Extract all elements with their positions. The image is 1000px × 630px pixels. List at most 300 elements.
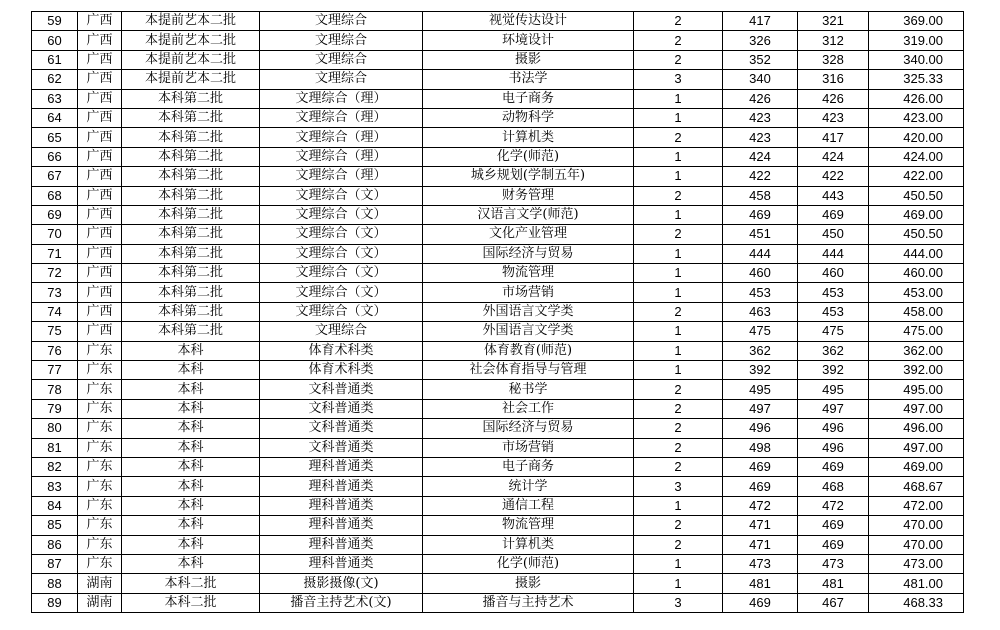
count-cell: 2 xyxy=(634,399,723,418)
avg-score-cell: 392.00 xyxy=(869,361,964,380)
min-score-cell: 450 xyxy=(798,225,869,244)
max-score-cell: 475 xyxy=(723,322,798,341)
avg-score-cell: 469.00 xyxy=(869,457,964,476)
row-number-cell: 61 xyxy=(32,50,78,69)
max-score-cell: 423 xyxy=(723,108,798,127)
province-cell: 广西 xyxy=(78,264,122,283)
avg-score-cell: 362.00 xyxy=(869,341,964,360)
avg-score-cell: 340.00 xyxy=(869,50,964,69)
row-number-cell: 84 xyxy=(32,496,78,515)
category-cell: 理科普通类 xyxy=(260,457,423,476)
table-row xyxy=(32,322,964,341)
min-score-cell: 362 xyxy=(798,341,869,360)
row-number-cell: 75 xyxy=(32,322,78,341)
province-cell: 广东 xyxy=(78,554,122,573)
min-score-cell: 453 xyxy=(798,283,869,302)
batch-cell: 本科第二批 xyxy=(122,205,260,224)
row-number-cell: 77 xyxy=(32,361,78,380)
category-cell: 文科普通类 xyxy=(260,419,423,438)
major-cell: 汉语言文学(师范) xyxy=(423,205,634,224)
category-cell: 摄影摄像(文) xyxy=(260,574,423,593)
min-score-cell: 469 xyxy=(798,205,869,224)
max-score-cell: 453 xyxy=(723,283,798,302)
batch-cell: 本提前艺本二批 xyxy=(122,12,260,31)
province-cell: 广西 xyxy=(78,302,122,321)
category-cell: 文理综合（文） xyxy=(260,225,423,244)
min-score-cell: 422 xyxy=(798,167,869,186)
min-score-cell: 469 xyxy=(798,535,869,554)
avg-score-cell: 423.00 xyxy=(869,108,964,127)
avg-score-cell: 481.00 xyxy=(869,574,964,593)
batch-cell: 本科 xyxy=(122,535,260,554)
row-number-cell: 87 xyxy=(32,554,78,573)
major-cell: 体育教育(师范) xyxy=(423,341,634,360)
batch-cell: 本科第二批 xyxy=(122,283,260,302)
province-cell: 广东 xyxy=(78,457,122,476)
max-score-cell: 472 xyxy=(723,496,798,515)
batch-cell: 本提前艺本二批 xyxy=(122,70,260,89)
count-cell: 2 xyxy=(634,31,723,50)
batch-cell: 本科第二批 xyxy=(122,186,260,205)
count-cell: 3 xyxy=(634,593,723,612)
min-score-cell: 469 xyxy=(798,516,869,535)
table-row xyxy=(32,341,964,360)
major-cell: 秘书学 xyxy=(423,380,634,399)
province-cell: 湖南 xyxy=(78,574,122,593)
province-cell: 广西 xyxy=(78,244,122,263)
province-cell: 广西 xyxy=(78,12,122,31)
batch-cell: 本提前艺本二批 xyxy=(122,50,260,69)
count-cell: 1 xyxy=(634,108,723,127)
major-cell: 市场营销 xyxy=(423,283,634,302)
max-score-cell: 417 xyxy=(723,12,798,31)
max-score-cell: 424 xyxy=(723,147,798,166)
row-number-cell: 74 xyxy=(32,302,78,321)
table-row xyxy=(32,399,964,418)
admission-scores-table xyxy=(31,11,964,613)
row-number-cell: 78 xyxy=(32,380,78,399)
min-score-cell: 392 xyxy=(798,361,869,380)
avg-score-cell: 470.00 xyxy=(869,535,964,554)
category-cell: 文理综合（理） xyxy=(260,167,423,186)
table-row xyxy=(32,50,964,69)
avg-score-cell: 473.00 xyxy=(869,554,964,573)
batch-cell: 本科 xyxy=(122,399,260,418)
row-number-cell: 86 xyxy=(32,535,78,554)
min-score-cell: 444 xyxy=(798,244,869,263)
category-cell: 文理综合 xyxy=(260,31,423,50)
major-cell: 财务管理 xyxy=(423,186,634,205)
province-cell: 广西 xyxy=(78,283,122,302)
table-row xyxy=(32,516,964,535)
avg-score-cell: 458.00 xyxy=(869,302,964,321)
major-cell: 社会工作 xyxy=(423,399,634,418)
batch-cell: 本科第二批 xyxy=(122,302,260,321)
province-cell: 广西 xyxy=(78,167,122,186)
row-number-cell: 67 xyxy=(32,167,78,186)
row-number-cell: 62 xyxy=(32,70,78,89)
max-score-cell: 326 xyxy=(723,31,798,50)
max-score-cell: 498 xyxy=(723,438,798,457)
row-number-cell: 89 xyxy=(32,593,78,612)
count-cell: 1 xyxy=(634,264,723,283)
min-score-cell: 467 xyxy=(798,593,869,612)
major-cell: 动物科学 xyxy=(423,108,634,127)
min-score-cell: 497 xyxy=(798,399,869,418)
table-row xyxy=(32,12,964,31)
row-number-cell: 71 xyxy=(32,244,78,263)
max-score-cell: 495 xyxy=(723,380,798,399)
avg-score-cell: 495.00 xyxy=(869,380,964,399)
province-cell: 广西 xyxy=(78,186,122,205)
major-cell: 播音与主持艺术 xyxy=(423,593,634,612)
table-row xyxy=(32,70,964,89)
row-number-cell: 60 xyxy=(32,31,78,50)
row-number-cell: 65 xyxy=(32,128,78,147)
avg-score-cell: 450.50 xyxy=(869,225,964,244)
province-cell: 广西 xyxy=(78,205,122,224)
major-cell: 摄影 xyxy=(423,574,634,593)
province-cell: 广西 xyxy=(78,70,122,89)
count-cell: 1 xyxy=(634,361,723,380)
avg-score-cell: 325.33 xyxy=(869,70,964,89)
row-number-cell: 83 xyxy=(32,477,78,496)
row-number-cell: 69 xyxy=(32,205,78,224)
batch-cell: 本科二批 xyxy=(122,574,260,593)
count-cell: 2 xyxy=(634,50,723,69)
province-cell: 广西 xyxy=(78,225,122,244)
count-cell: 1 xyxy=(634,147,723,166)
max-score-cell: 458 xyxy=(723,186,798,205)
avg-score-cell: 497.00 xyxy=(869,399,964,418)
avg-score-cell: 444.00 xyxy=(869,244,964,263)
table-row xyxy=(32,89,964,108)
row-number-cell: 64 xyxy=(32,108,78,127)
row-number-cell: 82 xyxy=(32,457,78,476)
avg-score-cell: 497.00 xyxy=(869,438,964,457)
category-cell: 文理综合（文） xyxy=(260,205,423,224)
min-score-cell: 443 xyxy=(798,186,869,205)
count-cell: 2 xyxy=(634,419,723,438)
table-row xyxy=(32,438,964,457)
batch-cell: 本科 xyxy=(122,554,260,573)
batch-cell: 本科 xyxy=(122,516,260,535)
category-cell: 体育术科类 xyxy=(260,341,423,360)
major-cell: 计算机类 xyxy=(423,535,634,554)
min-score-cell: 417 xyxy=(798,128,869,147)
category-cell: 文理综合（文） xyxy=(260,186,423,205)
province-cell: 广东 xyxy=(78,516,122,535)
table-row xyxy=(32,593,964,612)
major-cell: 化学(师范) xyxy=(423,554,634,573)
major-cell: 视觉传达设计 xyxy=(423,12,634,31)
category-cell: 体育术科类 xyxy=(260,361,423,380)
table-row xyxy=(32,535,964,554)
avg-score-cell: 472.00 xyxy=(869,496,964,515)
row-number-cell: 85 xyxy=(32,516,78,535)
batch-cell: 本科 xyxy=(122,496,260,515)
table-row xyxy=(32,457,964,476)
row-number-cell: 66 xyxy=(32,147,78,166)
batch-cell: 本科 xyxy=(122,380,260,399)
count-cell: 2 xyxy=(634,535,723,554)
count-cell: 1 xyxy=(634,341,723,360)
major-cell: 摄影 xyxy=(423,50,634,69)
count-cell: 2 xyxy=(634,186,723,205)
max-score-cell: 392 xyxy=(723,361,798,380)
max-score-cell: 340 xyxy=(723,70,798,89)
category-cell: 理科普通类 xyxy=(260,535,423,554)
row-number-cell: 80 xyxy=(32,419,78,438)
major-cell: 电子商务 xyxy=(423,457,634,476)
table-row xyxy=(32,167,964,186)
max-score-cell: 362 xyxy=(723,341,798,360)
category-cell: 文理综合 xyxy=(260,70,423,89)
min-score-cell: 316 xyxy=(798,70,869,89)
batch-cell: 本科第二批 xyxy=(122,322,260,341)
category-cell: 理科普通类 xyxy=(260,554,423,573)
count-cell: 2 xyxy=(634,457,723,476)
major-cell: 外国语言文学类 xyxy=(423,322,634,341)
row-number-cell: 72 xyxy=(32,264,78,283)
avg-score-cell: 470.00 xyxy=(869,516,964,535)
avg-score-cell: 475.00 xyxy=(869,322,964,341)
max-score-cell: 352 xyxy=(723,50,798,69)
max-score-cell: 469 xyxy=(723,477,798,496)
min-score-cell: 321 xyxy=(798,12,869,31)
count-cell: 1 xyxy=(634,244,723,263)
category-cell: 文理综合（文） xyxy=(260,283,423,302)
major-cell: 环境设计 xyxy=(423,31,634,50)
row-number-cell: 63 xyxy=(32,89,78,108)
category-cell: 理科普通类 xyxy=(260,516,423,535)
max-score-cell: 496 xyxy=(723,419,798,438)
avg-score-cell: 453.00 xyxy=(869,283,964,302)
table-row xyxy=(32,574,964,593)
count-cell: 2 xyxy=(634,225,723,244)
min-score-cell: 468 xyxy=(798,477,869,496)
batch-cell: 本科第二批 xyxy=(122,108,260,127)
min-score-cell: 453 xyxy=(798,302,869,321)
avg-score-cell: 319.00 xyxy=(869,31,964,50)
province-cell: 广西 xyxy=(78,147,122,166)
major-cell: 通信工程 xyxy=(423,496,634,515)
max-score-cell: 471 xyxy=(723,516,798,535)
row-number-cell: 81 xyxy=(32,438,78,457)
row-number-cell: 59 xyxy=(32,12,78,31)
major-cell: 统计学 xyxy=(423,477,634,496)
count-cell: 2 xyxy=(634,516,723,535)
province-cell: 广东 xyxy=(78,496,122,515)
category-cell: 文科普通类 xyxy=(260,438,423,457)
batch-cell: 本科第二批 xyxy=(122,167,260,186)
category-cell: 文理综合（理） xyxy=(260,108,423,127)
province-cell: 广东 xyxy=(78,399,122,418)
max-score-cell: 426 xyxy=(723,89,798,108)
major-cell: 物流管理 xyxy=(423,264,634,283)
avg-score-cell: 468.33 xyxy=(869,593,964,612)
category-cell: 文理综合（理） xyxy=(260,89,423,108)
batch-cell: 本科 xyxy=(122,477,260,496)
max-score-cell: 469 xyxy=(723,593,798,612)
batch-cell: 本科 xyxy=(122,457,260,476)
count-cell: 2 xyxy=(634,438,723,457)
count-cell: 3 xyxy=(634,70,723,89)
min-score-cell: 426 xyxy=(798,89,869,108)
max-score-cell: 473 xyxy=(723,554,798,573)
min-score-cell: 423 xyxy=(798,108,869,127)
table-row xyxy=(32,302,964,321)
major-cell: 社会体育指导与管理 xyxy=(423,361,634,380)
table-row xyxy=(32,264,964,283)
category-cell: 文理综合（理） xyxy=(260,128,423,147)
max-score-cell: 469 xyxy=(723,457,798,476)
count-cell: 1 xyxy=(634,205,723,224)
major-cell: 物流管理 xyxy=(423,516,634,535)
province-cell: 广西 xyxy=(78,31,122,50)
major-cell: 国际经济与贸易 xyxy=(423,244,634,263)
province-cell: 广西 xyxy=(78,89,122,108)
category-cell: 播音主持艺术(文) xyxy=(260,593,423,612)
province-cell: 广东 xyxy=(78,341,122,360)
max-score-cell: 471 xyxy=(723,535,798,554)
count-cell: 1 xyxy=(634,283,723,302)
count-cell: 2 xyxy=(634,12,723,31)
count-cell: 1 xyxy=(634,322,723,341)
count-cell: 1 xyxy=(634,89,723,108)
province-cell: 广东 xyxy=(78,361,122,380)
max-score-cell: 423 xyxy=(723,128,798,147)
table-row xyxy=(32,147,964,166)
major-cell: 文化产业管理 xyxy=(423,225,634,244)
major-cell: 计算机类 xyxy=(423,128,634,147)
table-row xyxy=(32,283,964,302)
category-cell: 文理综合 xyxy=(260,50,423,69)
row-number-cell: 70 xyxy=(32,225,78,244)
min-score-cell: 424 xyxy=(798,147,869,166)
min-score-cell: 460 xyxy=(798,264,869,283)
count-cell: 1 xyxy=(634,554,723,573)
max-score-cell: 444 xyxy=(723,244,798,263)
batch-cell: 本科 xyxy=(122,341,260,360)
table-row xyxy=(32,361,964,380)
province-cell: 广东 xyxy=(78,438,122,457)
batch-cell: 本科第二批 xyxy=(122,147,260,166)
major-cell: 国际经济与贸易 xyxy=(423,419,634,438)
table-body xyxy=(32,12,964,613)
major-cell: 市场营销 xyxy=(423,438,634,457)
batch-cell: 本科 xyxy=(122,419,260,438)
category-cell: 文科普通类 xyxy=(260,399,423,418)
avg-score-cell: 450.50 xyxy=(869,186,964,205)
category-cell: 文理综合 xyxy=(260,322,423,341)
category-cell: 文科普通类 xyxy=(260,380,423,399)
min-score-cell: 473 xyxy=(798,554,869,573)
table-row xyxy=(32,225,964,244)
table-row xyxy=(32,186,964,205)
max-score-cell: 451 xyxy=(723,225,798,244)
table-row xyxy=(32,108,964,127)
min-score-cell: 475 xyxy=(798,322,869,341)
table-row xyxy=(32,128,964,147)
min-score-cell: 472 xyxy=(798,496,869,515)
major-cell: 书法学 xyxy=(423,70,634,89)
category-cell: 文理综合（理） xyxy=(260,147,423,166)
avg-score-cell: 496.00 xyxy=(869,419,964,438)
category-cell: 文理综合（文） xyxy=(260,264,423,283)
major-cell: 化学(师范) xyxy=(423,147,634,166)
major-cell: 外国语言文学类 xyxy=(423,302,634,321)
table-row xyxy=(32,31,964,50)
min-score-cell: 328 xyxy=(798,50,869,69)
province-cell: 湖南 xyxy=(78,593,122,612)
province-cell: 广东 xyxy=(78,380,122,399)
category-cell: 理科普通类 xyxy=(260,477,423,496)
province-cell: 广东 xyxy=(78,477,122,496)
batch-cell: 本科第二批 xyxy=(122,225,260,244)
row-number-cell: 88 xyxy=(32,574,78,593)
max-score-cell: 422 xyxy=(723,167,798,186)
table-row xyxy=(32,205,964,224)
batch-cell: 本科第二批 xyxy=(122,128,260,147)
category-cell: 文理综合 xyxy=(260,12,423,31)
count-cell: 1 xyxy=(634,167,723,186)
table-row xyxy=(32,496,964,515)
avg-score-cell: 369.00 xyxy=(869,12,964,31)
category-cell: 文理综合（文） xyxy=(260,302,423,321)
avg-score-cell: 469.00 xyxy=(869,205,964,224)
max-score-cell: 497 xyxy=(723,399,798,418)
min-score-cell: 312 xyxy=(798,31,869,50)
min-score-cell: 481 xyxy=(798,574,869,593)
min-score-cell: 496 xyxy=(798,438,869,457)
province-cell: 广西 xyxy=(78,50,122,69)
avg-score-cell: 420.00 xyxy=(869,128,964,147)
batch-cell: 本科二批 xyxy=(122,593,260,612)
row-number-cell: 68 xyxy=(32,186,78,205)
row-number-cell: 79 xyxy=(32,399,78,418)
province-cell: 广东 xyxy=(78,535,122,554)
min-score-cell: 496 xyxy=(798,419,869,438)
category-cell: 文理综合（文） xyxy=(260,244,423,263)
count-cell: 3 xyxy=(634,477,723,496)
min-score-cell: 495 xyxy=(798,380,869,399)
table-row xyxy=(32,419,964,438)
avg-score-cell: 468.67 xyxy=(869,477,964,496)
province-cell: 广西 xyxy=(78,128,122,147)
province-cell: 广东 xyxy=(78,419,122,438)
table-row xyxy=(32,554,964,573)
province-cell: 广西 xyxy=(78,108,122,127)
min-score-cell: 469 xyxy=(798,457,869,476)
major-cell: 城乡规划(学制五年) xyxy=(423,167,634,186)
count-cell: 2 xyxy=(634,302,723,321)
max-score-cell: 481 xyxy=(723,574,798,593)
batch-cell: 本科第二批 xyxy=(122,89,260,108)
batch-cell: 本科 xyxy=(122,438,260,457)
avg-score-cell: 426.00 xyxy=(869,89,964,108)
avg-score-cell: 424.00 xyxy=(869,147,964,166)
row-number-cell: 76 xyxy=(32,341,78,360)
max-score-cell: 460 xyxy=(723,264,798,283)
row-number-cell: 73 xyxy=(32,283,78,302)
batch-cell: 本提前艺本二批 xyxy=(122,31,260,50)
count-cell: 1 xyxy=(634,496,723,515)
max-score-cell: 469 xyxy=(723,205,798,224)
avg-score-cell: 422.00 xyxy=(869,167,964,186)
batch-cell: 本科第二批 xyxy=(122,264,260,283)
table-row xyxy=(32,380,964,399)
